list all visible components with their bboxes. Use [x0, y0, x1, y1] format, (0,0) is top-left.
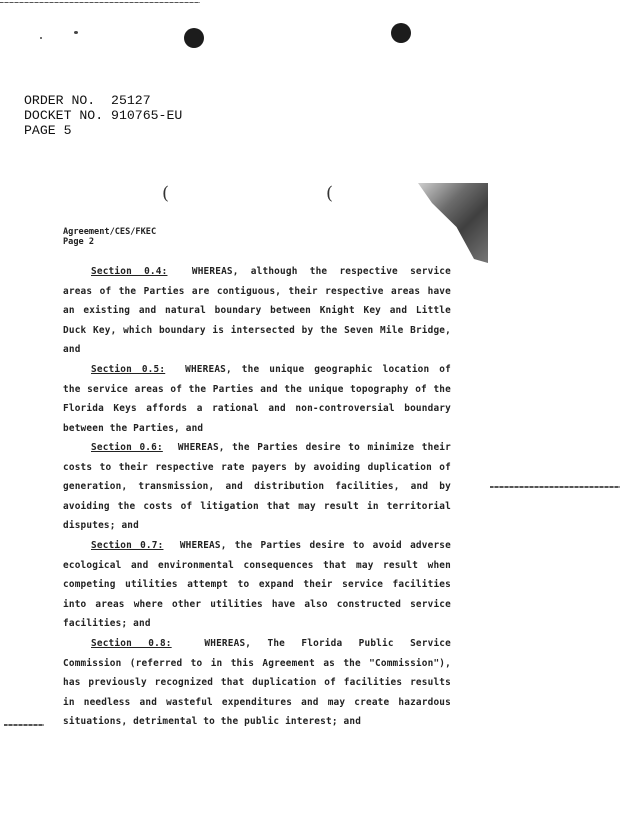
paragraph-line: competing utilities attempt to expand their service facilities	[63, 579, 451, 590]
paragraph-line: has previously recognized that duplication of facilities results	[63, 677, 451, 688]
paragraph-line: Duck Key, which boundary is intersected by the Seven Mile Bridge,	[63, 324, 451, 336]
paragraph-line: WHEREAS, the unique geographic location of	[185, 364, 451, 375]
section-paragraph	[63, 634, 451, 732]
staple-mark-right: (	[326, 183, 334, 204]
paragraph-line: WHEREAS, although the respective service	[191, 266, 451, 277]
section-label: Section 0.8:	[91, 638, 172, 649]
paragraph-line: WHEREAS, The Florida Public Service	[204, 638, 451, 649]
section-label: Section 0.6:	[91, 442, 163, 453]
paragraph-line: generation, transmission, and distribution facilities, and by	[63, 481, 451, 492]
section-label: Section 0.7:	[91, 540, 164, 551]
paragraph-line: and	[63, 344, 81, 355]
scan-right-streak	[490, 486, 620, 488]
scan-left-streak	[4, 724, 44, 726]
scan-speck	[74, 31, 78, 34]
section-label: Section 0.5:	[91, 364, 166, 375]
paragraph-line: Florida Keys affords a rational and non-controversial boundary	[63, 403, 451, 414]
paragraph-line: areas of the Parties are contiguous, their respective areas have	[63, 285, 451, 297]
section-paragraph	[63, 262, 451, 360]
paragraph-line: between the Parties, and	[63, 422, 204, 434]
agreement-page: Page 2	[63, 237, 95, 247]
order-header	[24, 93, 182, 138]
paragraph-line: into areas where other utilities have also constructed service	[63, 598, 451, 610]
paragraph-line: an existing and natural boundary between Knight Key and Little	[63, 305, 451, 316]
docket-number: DOCKET NO. 910765-EU	[24, 108, 183, 123]
paragraph-line: ecological and environmental consequences that may result when	[63, 559, 451, 571]
paragraph-line: WHEREAS, the Parties desire to minimize their	[177, 442, 451, 453]
scan-corner-shadow	[418, 183, 488, 263]
paragraph-line: WHEREAS, the Parties desire to avoid adverse	[179, 540, 451, 551]
paragraph-line: Commission (referred to in this Agreement as the "Commission"),	[63, 657, 451, 669]
section-paragraph	[63, 438, 451, 536]
agreement-heading	[63, 227, 156, 247]
punch-hole-right	[391, 23, 411, 43]
scan-top-edge	[0, 2, 200, 3]
paragraph-line: the service areas of the Parties and the unique topography of the	[63, 383, 451, 395]
paragraph-line: situations, detrimental to the public interest; and	[63, 716, 362, 727]
paragraph-line: in needless and wasteful expenditures and may create hazardous	[63, 696, 451, 708]
paragraph-line: costs to their respective rate payers by avoiding duplication of	[63, 461, 451, 473]
section-label: Section 0.4:	[91, 266, 168, 277]
agreement-title: Agreement/CES/FKEC	[63, 227, 157, 237]
order-number: ORDER NO. 25127	[24, 93, 151, 108]
paragraph-line: disputes; and	[63, 520, 139, 531]
section-paragraph	[63, 360, 451, 438]
staple-mark-left: (	[162, 183, 170, 204]
paragraph-line: facilities; and	[63, 618, 151, 629]
scan-speck	[40, 37, 42, 39]
page-number: PAGE 5	[24, 123, 72, 138]
paragraph-line: avoiding the costs of litigation that may result in territorial	[63, 500, 451, 512]
section-paragraph	[63, 536, 451, 634]
punch-hole-left	[184, 28, 204, 48]
